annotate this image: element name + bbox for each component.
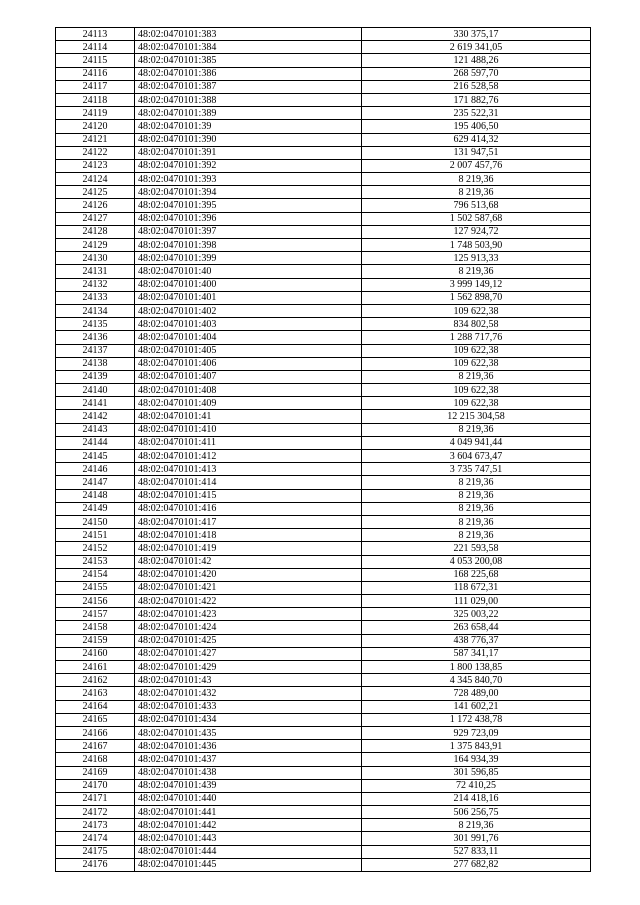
row-number-cell: 24128 xyxy=(56,225,135,238)
table-row xyxy=(56,304,591,317)
cadastral-number-cell: 48:02:0470101:420 xyxy=(135,568,362,581)
row-number-cell: 24169 xyxy=(56,766,135,779)
table-row xyxy=(56,67,591,80)
table-row xyxy=(56,700,591,713)
cadastral-value-cell: 4 053 200,08 xyxy=(362,555,591,568)
cadastral-value-cell: 796 513,68 xyxy=(362,199,591,212)
table-row xyxy=(56,858,591,871)
row-number-cell: 24165 xyxy=(56,713,135,726)
row-number-cell: 24142 xyxy=(56,410,135,423)
cadastral-number-cell: 48:02:0470101:397 xyxy=(135,225,362,238)
cadastral-value-cell: 235 522,31 xyxy=(362,107,591,120)
cadastral-value-cell: 834 802,58 xyxy=(362,318,591,331)
cadastral-value-cell: 1 800 138,85 xyxy=(362,661,591,674)
cadastral-number-cell: 48:02:0470101:392 xyxy=(135,159,362,172)
row-number-cell: 24172 xyxy=(56,806,135,819)
cadastral-number-cell: 48:02:0470101:438 xyxy=(135,766,362,779)
cadastral-value-cell: 131 947,51 xyxy=(362,146,591,159)
row-number-cell: 24120 xyxy=(56,120,135,133)
row-number-cell: 24157 xyxy=(56,608,135,621)
table-row xyxy=(56,423,591,436)
cadastral-value-cell: 221 593,58 xyxy=(362,542,591,555)
table-row xyxy=(56,436,591,449)
row-number-cell: 24151 xyxy=(56,529,135,542)
row-number-cell: 24152 xyxy=(56,542,135,555)
cadastral-value-cell: 527 833,11 xyxy=(362,845,591,858)
row-number-cell: 24127 xyxy=(56,212,135,225)
table-row xyxy=(56,713,591,726)
cadastral-value-cell: 2 007 457,76 xyxy=(362,159,591,172)
row-number-cell: 24139 xyxy=(56,370,135,383)
row-number-cell: 24176 xyxy=(56,858,135,871)
row-number-cell: 24174 xyxy=(56,832,135,845)
table-row xyxy=(56,80,591,93)
row-number-cell: 24166 xyxy=(56,726,135,739)
cadastral-value-cell: 121 488,26 xyxy=(362,54,591,67)
row-number-cell: 24136 xyxy=(56,331,135,344)
cadastral-value-cell: 109 622,38 xyxy=(362,384,591,397)
cadastral-number-cell: 48:02:0470101:42 xyxy=(135,555,362,568)
cadastral-value-cell: 109 622,38 xyxy=(362,397,591,410)
table-row xyxy=(56,344,591,357)
table-row xyxy=(56,357,591,370)
table-row xyxy=(56,529,591,542)
cadastral-number-cell: 48:02:0470101:417 xyxy=(135,515,362,528)
row-number-cell: 24154 xyxy=(56,568,135,581)
table-row xyxy=(56,186,591,199)
row-number-cell: 24116 xyxy=(56,67,135,80)
cadastral-number-cell: 48:02:0470101:393 xyxy=(135,173,362,186)
row-number-cell: 24170 xyxy=(56,779,135,792)
cadastral-value-cell: 195 406,50 xyxy=(362,120,591,133)
table-row xyxy=(56,28,591,41)
cadastral-value-cell: 301 991,76 xyxy=(362,832,591,845)
row-number-cell: 24115 xyxy=(56,54,135,67)
row-number-cell: 24123 xyxy=(56,159,135,172)
table-row xyxy=(56,239,591,252)
cadastral-value-cell: 171 882,76 xyxy=(362,93,591,106)
row-number-cell: 24130 xyxy=(56,252,135,265)
row-number-cell: 24147 xyxy=(56,476,135,489)
table-row xyxy=(56,555,591,568)
cadastral-value-cell: 268 597,70 xyxy=(362,67,591,80)
cadastral-number-cell: 48:02:0470101:414 xyxy=(135,476,362,489)
cadastral-value-cell: 216 528,58 xyxy=(362,80,591,93)
cadastral-number-cell: 48:02:0470101:411 xyxy=(135,436,362,449)
cadastral-number-cell: 48:02:0470101:439 xyxy=(135,779,362,792)
cadastral-value-cell: 109 622,38 xyxy=(362,344,591,357)
cadastral-number-cell: 48:02:0470101:43 xyxy=(135,674,362,687)
table-row xyxy=(56,806,591,819)
cadastral-value-cell: 8 219,36 xyxy=(362,265,591,278)
table-row xyxy=(56,331,591,344)
cadastral-number-cell: 48:02:0470101:442 xyxy=(135,819,362,832)
cadastral-number-cell: 48:02:0470101:418 xyxy=(135,529,362,542)
table-row xyxy=(56,410,591,423)
cadastral-number-cell: 48:02:0470101:406 xyxy=(135,357,362,370)
table-row xyxy=(56,146,591,159)
table-row xyxy=(56,265,591,278)
table-row xyxy=(56,832,591,845)
cadastral-value-cell: 3 604 673,47 xyxy=(362,450,591,463)
cadastral-value-cell: 1 288 717,76 xyxy=(362,331,591,344)
table-row xyxy=(56,133,591,146)
cadastral-number-cell: 48:02:0470101:396 xyxy=(135,212,362,225)
row-number-cell: 24143 xyxy=(56,423,135,436)
cadastral-number-cell: 48:02:0470101:423 xyxy=(135,608,362,621)
cadastral-value-cell: 8 219,36 xyxy=(362,186,591,199)
table-row xyxy=(56,515,591,528)
cadastral-value-cell: 1 172 438,78 xyxy=(362,713,591,726)
table-row xyxy=(56,318,591,331)
row-number-cell: 24133 xyxy=(56,291,135,304)
cadastral-value-cell: 109 622,38 xyxy=(362,357,591,370)
table-row xyxy=(56,819,591,832)
cadastral-number-cell: 48:02:0470101:39 xyxy=(135,120,362,133)
cadastral-number-cell: 48:02:0470101:387 xyxy=(135,80,362,93)
cadastral-number-cell: 48:02:0470101:424 xyxy=(135,621,362,634)
row-number-cell: 24146 xyxy=(56,463,135,476)
row-number-cell: 24114 xyxy=(56,41,135,54)
cadastral-value-cell: 12 215 304,58 xyxy=(362,410,591,423)
row-number-cell: 24117 xyxy=(56,80,135,93)
cadastral-number-cell: 48:02:0470101:444 xyxy=(135,845,362,858)
table-row xyxy=(56,845,591,858)
table-row xyxy=(56,542,591,555)
cadastral-value-cell: 325 003,22 xyxy=(362,608,591,621)
row-number-cell: 24156 xyxy=(56,595,135,608)
table-row xyxy=(56,199,591,212)
cadastral-value-cell: 438 776,37 xyxy=(362,634,591,647)
table-row xyxy=(56,212,591,225)
cadastral-value-cell: 8 219,36 xyxy=(362,423,591,436)
cadastral-number-cell: 48:02:0470101:384 xyxy=(135,41,362,54)
table-row xyxy=(56,384,591,397)
cadastral-number-cell: 48:02:0470101:404 xyxy=(135,331,362,344)
cadastral-value-cell: 127 924,72 xyxy=(362,225,591,238)
cadastral-value-cell: 277 682,82 xyxy=(362,858,591,871)
cadastral-value-cell: 728 489,00 xyxy=(362,687,591,700)
cadastral-number-cell: 48:02:0470101:416 xyxy=(135,502,362,515)
cadastral-value-cell: 168 225,68 xyxy=(362,568,591,581)
cadastral-number-cell: 48:02:0470101:410 xyxy=(135,423,362,436)
row-number-cell: 24164 xyxy=(56,700,135,713)
table-row xyxy=(56,489,591,502)
cadastral-number-cell: 48:02:0470101:41 xyxy=(135,410,362,423)
table-row xyxy=(56,595,591,608)
row-number-cell: 24113 xyxy=(56,28,135,41)
table-row xyxy=(56,740,591,753)
cadastral-number-cell: 48:02:0470101:413 xyxy=(135,463,362,476)
table-row xyxy=(56,661,591,674)
cadastral-value-cell: 8 219,36 xyxy=(362,476,591,489)
row-number-cell: 24141 xyxy=(56,397,135,410)
row-number-cell: 24173 xyxy=(56,819,135,832)
table-row xyxy=(56,397,591,410)
cadastral-number-cell: 48:02:0470101:394 xyxy=(135,186,362,199)
table-row xyxy=(56,93,591,106)
table-row xyxy=(56,647,591,660)
row-number-cell: 24163 xyxy=(56,687,135,700)
row-number-cell: 24148 xyxy=(56,489,135,502)
cadastral-number-cell: 48:02:0470101:398 xyxy=(135,239,362,252)
cadastral-number-cell: 48:02:0470101:400 xyxy=(135,278,362,291)
row-number-cell: 24168 xyxy=(56,753,135,766)
cadastral-value-cell: 164 934,39 xyxy=(362,753,591,766)
cadastral-number-cell: 48:02:0470101:440 xyxy=(135,792,362,805)
cadastral-value-cell: 8 219,36 xyxy=(362,515,591,528)
cadastral-number-cell: 48:02:0470101:383 xyxy=(135,28,362,41)
cadastral-value-cell: 8 219,36 xyxy=(362,370,591,383)
cadastral-value-cell: 8 219,36 xyxy=(362,489,591,502)
table-row xyxy=(56,463,591,476)
cadastral-number-cell: 48:02:0470101:429 xyxy=(135,661,362,674)
cadastral-number-cell: 48:02:0470101:445 xyxy=(135,858,362,871)
cadastral-number-cell: 48:02:0470101:391 xyxy=(135,146,362,159)
table-row xyxy=(56,252,591,265)
cadastral-number-cell: 48:02:0470101:441 xyxy=(135,806,362,819)
cadastral-value-cell: 263 658,44 xyxy=(362,621,591,634)
table-row xyxy=(56,568,591,581)
cadastral-number-cell: 48:02:0470101:402 xyxy=(135,304,362,317)
cadastral-value-cell: 3 999 149,12 xyxy=(362,278,591,291)
cadastral-value-cell: 587 341,17 xyxy=(362,647,591,660)
cadastral-number-cell: 48:02:0470101:437 xyxy=(135,753,362,766)
cadastral-number-cell: 48:02:0470101:408 xyxy=(135,384,362,397)
cadastral-number-cell: 48:02:0470101:425 xyxy=(135,634,362,647)
cadastral-value-cell: 4 345 840,70 xyxy=(362,674,591,687)
cadastral-value-cell: 125 913,33 xyxy=(362,252,591,265)
cadastral-value-cell: 118 672,31 xyxy=(362,581,591,594)
row-number-cell: 24121 xyxy=(56,133,135,146)
cadastral-value-cell: 1 562 898,70 xyxy=(362,291,591,304)
cadastral-value-cell: 629 414,32 xyxy=(362,133,591,146)
cadastral-number-cell: 48:02:0470101:421 xyxy=(135,581,362,594)
row-number-cell: 24118 xyxy=(56,93,135,106)
table-row xyxy=(56,792,591,805)
table-row xyxy=(56,225,591,238)
row-number-cell: 24158 xyxy=(56,621,135,634)
cadastral-number-cell: 48:02:0470101:40 xyxy=(135,265,362,278)
table-row xyxy=(56,278,591,291)
cadastral-number-cell: 48:02:0470101:427 xyxy=(135,647,362,660)
table-row xyxy=(56,502,591,515)
row-number-cell: 24175 xyxy=(56,845,135,858)
cadastral-number-cell: 48:02:0470101:389 xyxy=(135,107,362,120)
row-number-cell: 24159 xyxy=(56,634,135,647)
cadastral-value-cell: 8 219,36 xyxy=(362,502,591,515)
table-row xyxy=(56,634,591,647)
cadastral-number-cell: 48:02:0470101:390 xyxy=(135,133,362,146)
cadastral-number-cell: 48:02:0470101:388 xyxy=(135,93,362,106)
cadastral-number-cell: 48:02:0470101:433 xyxy=(135,700,362,713)
cadastral-value-cell: 4 049 941,44 xyxy=(362,436,591,449)
cadastral-value-cell: 1 375 843,91 xyxy=(362,740,591,753)
row-number-cell: 24150 xyxy=(56,515,135,528)
row-number-cell: 24126 xyxy=(56,199,135,212)
cadastral-number-cell: 48:02:0470101:399 xyxy=(135,252,362,265)
cadastral-number-cell: 48:02:0470101:419 xyxy=(135,542,362,555)
table-row xyxy=(56,370,591,383)
cadastral-value-cell: 506 256,75 xyxy=(362,806,591,819)
cadastral-number-cell: 48:02:0470101:385 xyxy=(135,54,362,67)
cadastral-value-cell: 111 029,00 xyxy=(362,595,591,608)
cadastral-number-cell: 48:02:0470101:412 xyxy=(135,450,362,463)
cadastral-number-cell: 48:02:0470101:435 xyxy=(135,726,362,739)
table-row xyxy=(56,120,591,133)
row-number-cell: 24131 xyxy=(56,265,135,278)
table-row xyxy=(56,581,591,594)
row-number-cell: 24161 xyxy=(56,661,135,674)
table-row xyxy=(56,674,591,687)
cadastral-value-cell: 8 219,36 xyxy=(362,173,591,186)
row-number-cell: 24135 xyxy=(56,318,135,331)
table-row xyxy=(56,608,591,621)
cadastral-value-cell: 141 602,21 xyxy=(362,700,591,713)
table-row xyxy=(56,173,591,186)
cadastral-value-cell: 109 622,38 xyxy=(362,304,591,317)
table-row xyxy=(56,726,591,739)
cadastral-value-cell: 2 619 341,05 xyxy=(362,41,591,54)
table-body xyxy=(56,28,591,872)
cadastral-value-cell: 8 219,36 xyxy=(362,819,591,832)
cadastral-number-cell: 48:02:0470101:395 xyxy=(135,199,362,212)
cadastral-number-cell: 48:02:0470101:401 xyxy=(135,291,362,304)
table-row xyxy=(56,753,591,766)
table-row xyxy=(56,621,591,634)
cadastral-value-cell: 72 410,25 xyxy=(362,779,591,792)
table-row xyxy=(56,159,591,172)
table-row xyxy=(56,766,591,779)
row-number-cell: 24124 xyxy=(56,173,135,186)
cadastral-value-table xyxy=(55,27,591,872)
cadastral-number-cell: 48:02:0470101:415 xyxy=(135,489,362,502)
cadastral-number-cell: 48:02:0470101:405 xyxy=(135,344,362,357)
table-row xyxy=(56,41,591,54)
row-number-cell: 24134 xyxy=(56,304,135,317)
row-number-cell: 24122 xyxy=(56,146,135,159)
table-row xyxy=(56,687,591,700)
cadastral-value-cell: 1 748 503,90 xyxy=(362,239,591,252)
row-number-cell: 24129 xyxy=(56,239,135,252)
table-row xyxy=(56,476,591,489)
table-row xyxy=(56,54,591,67)
table-row xyxy=(56,450,591,463)
row-number-cell: 24162 xyxy=(56,674,135,687)
row-number-cell: 24125 xyxy=(56,186,135,199)
cadastral-number-cell: 48:02:0470101:436 xyxy=(135,740,362,753)
row-number-cell: 24144 xyxy=(56,436,135,449)
row-number-cell: 24149 xyxy=(56,502,135,515)
cadastral-number-cell: 48:02:0470101:386 xyxy=(135,67,362,80)
row-number-cell: 24155 xyxy=(56,581,135,594)
cadastral-value-cell: 8 219,36 xyxy=(362,529,591,542)
cadastral-number-cell: 48:02:0470101:434 xyxy=(135,713,362,726)
row-number-cell: 24167 xyxy=(56,740,135,753)
row-number-cell: 24160 xyxy=(56,647,135,660)
cadastral-number-cell: 48:02:0470101:403 xyxy=(135,318,362,331)
row-number-cell: 24132 xyxy=(56,278,135,291)
cadastral-value-cell: 330 375,17 xyxy=(362,28,591,41)
table-row xyxy=(56,779,591,792)
row-number-cell: 24145 xyxy=(56,450,135,463)
cadastral-number-cell: 48:02:0470101:443 xyxy=(135,832,362,845)
table-row xyxy=(56,291,591,304)
row-number-cell: 24153 xyxy=(56,555,135,568)
cadastral-number-cell: 48:02:0470101:422 xyxy=(135,595,362,608)
cadastral-number-cell: 48:02:0470101:432 xyxy=(135,687,362,700)
row-number-cell: 24171 xyxy=(56,792,135,805)
cadastral-value-cell: 929 723,09 xyxy=(362,726,591,739)
row-number-cell: 24137 xyxy=(56,344,135,357)
cadastral-value-cell: 214 418,16 xyxy=(362,792,591,805)
row-number-cell: 24119 xyxy=(56,107,135,120)
cadastral-number-cell: 48:02:0470101:409 xyxy=(135,397,362,410)
cadastral-value-cell: 3 735 747,51 xyxy=(362,463,591,476)
cadastral-value-cell: 301 596,85 xyxy=(362,766,591,779)
table-row xyxy=(56,107,591,120)
cadastral-value-cell: 1 502 587,68 xyxy=(362,212,591,225)
cadastral-number-cell: 48:02:0470101:407 xyxy=(135,370,362,383)
row-number-cell: 24138 xyxy=(56,357,135,370)
row-number-cell: 24140 xyxy=(56,384,135,397)
